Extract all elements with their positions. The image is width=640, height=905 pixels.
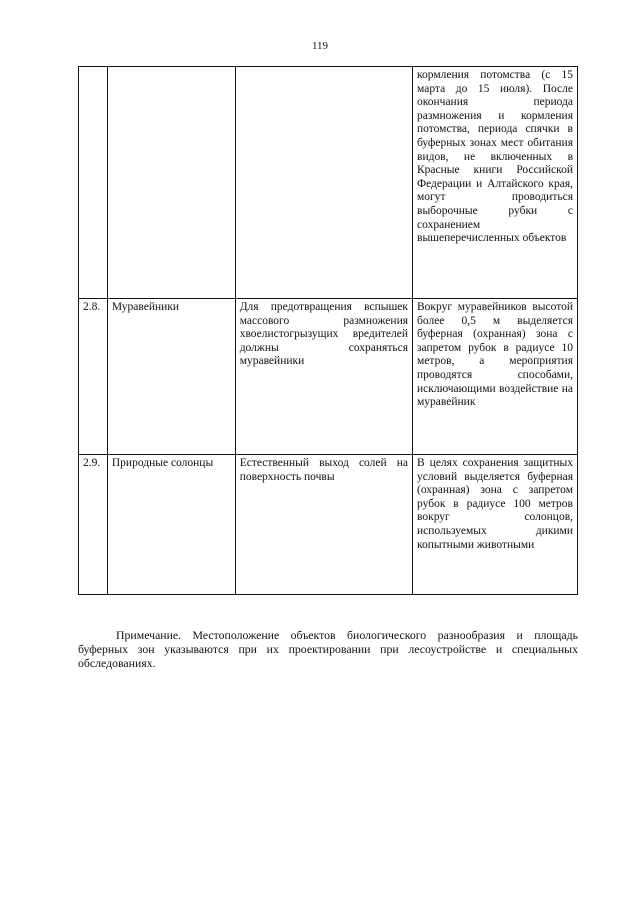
- table-cell-name: [107, 67, 235, 299]
- table-cell-reason: Для предотвращения вспышек массового размножения хвоелистогрызущих вредителей должны сохраняться муравейники: [235, 299, 412, 455]
- table-cell-reason: Естественный выход солей на поверхность почвы: [235, 455, 412, 595]
- table-cell-measures: кормления потомства (с 15 марта до 15 июля). После окончания периода размножения и кормления потомства, периода спячки в буферных зонах мест обитания видов, не включенных в Красные книги Российской Федерации и Алтайского края, могут проводиться выборочные рубки с сохранением вышеперечисленных объектов: [413, 67, 578, 299]
- table-cell-num: [79, 67, 108, 299]
- table-cell-num: 2.8.: [79, 299, 108, 455]
- table-cell-reason: [235, 67, 412, 299]
- table-cell-name: Муравейники: [107, 299, 235, 455]
- table-cell-measures: В целях сохранения защитных условий выделяется буферная (охранная) зона с запретом рубок в радиусе 100 метров вокруг солонцов, используемых дикими копытными животными: [413, 455, 578, 595]
- biodiversity-table: [78, 66, 578, 595]
- footnote: Примечание. Местоположение объектов биологического разнообразия и площадь буферных зон указываются при их проектировании при лесоустройстве и специальных обследованиях.: [78, 628, 578, 670]
- table-cell-name: Природные солонцы: [107, 455, 235, 595]
- table-row-salt-licks: [79, 455, 578, 595]
- table-row-anthills: [79, 299, 578, 455]
- table-cell-num: 2.9.: [79, 455, 108, 595]
- page-number: 119: [311, 40, 329, 52]
- table-cell-measures: Вокруг муравейников высотой более 0,5 м выделяется буферная (охранная) зона с запретом рубок в радиусе 10 метров, а мероприятия проводятся способами, исключающими воздействие на муравейник: [413, 299, 578, 455]
- table-row-continued: [79, 67, 578, 299]
